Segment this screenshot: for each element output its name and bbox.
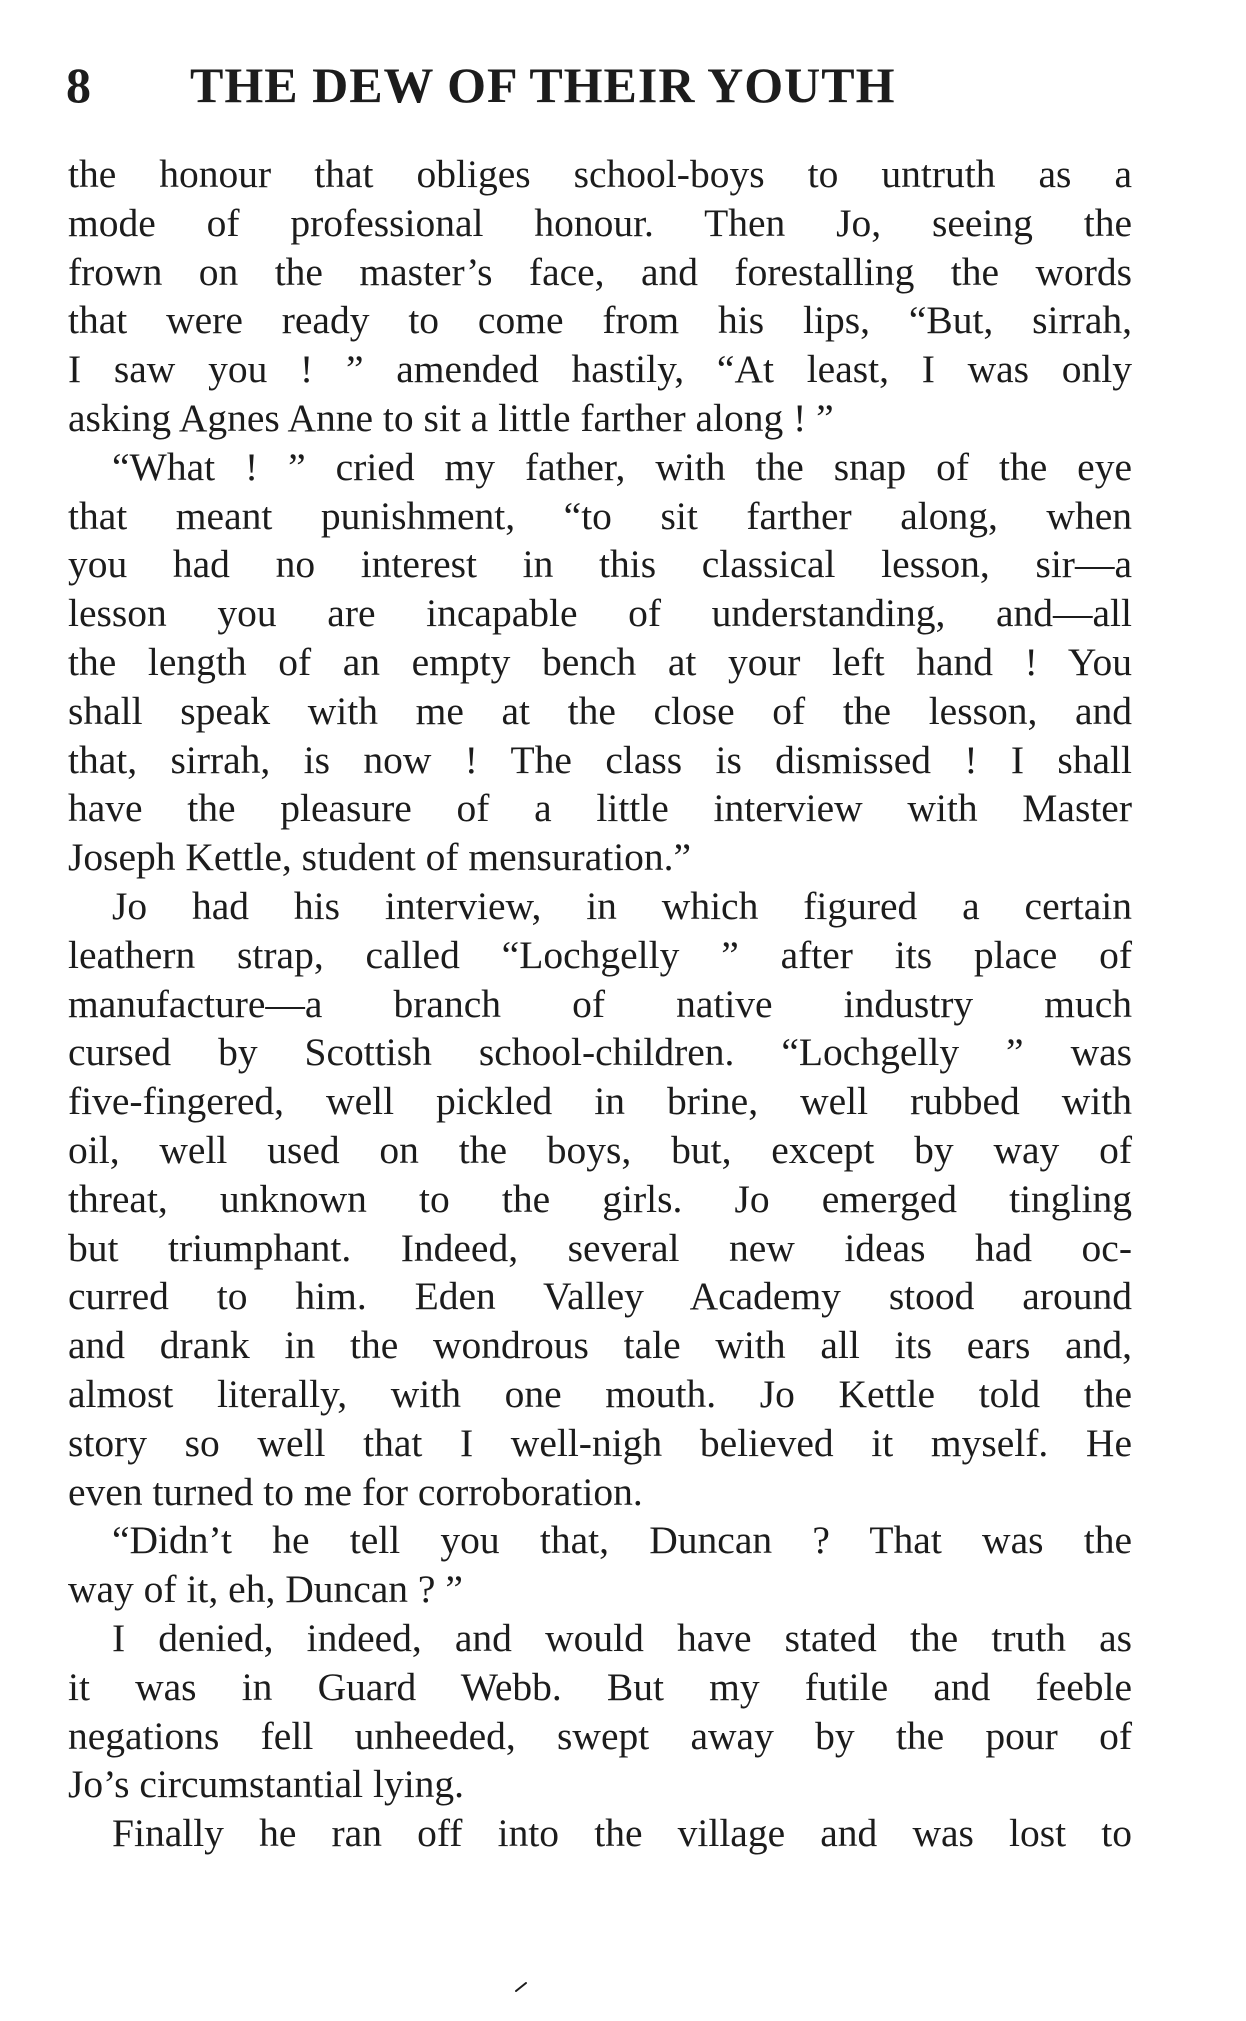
text-line: frown on the master’s face, and forestalling the words: [68, 249, 1132, 294]
text-line: that meant punishment, “to sit farther along, when: [68, 493, 1132, 538]
text-line: negations fell unheeded, swept away by the pour of: [68, 1713, 1132, 1758]
text-line: even turned to me for corroboration.: [68, 1469, 643, 1514]
page-header: [66, 50, 1146, 120]
text-line: mode of professional honour. Then Jo, seeing the: [68, 200, 1132, 245]
text-line: I denied, indeed, and would have stated the truth as: [112, 1615, 1132, 1660]
stray-ink-mark: [512, 1975, 534, 1997]
text-line: shall speak with me at the close of the lesson, and: [68, 688, 1132, 733]
text-line: Joseph Kettle, student of mensuration.”: [68, 835, 692, 880]
text-line: manufacture—a branch of native industry much: [68, 981, 1132, 1026]
running-title: THE DEW OF THEIR YOUTH: [190, 57, 896, 113]
text-line: Finally he ran off into the village and was lost to: [112, 1811, 1132, 1856]
text-line: the honour that obliges school-boys to untruth as a: [68, 152, 1132, 196]
text-line: but triumphant. Indeed, several new ideas had oc-: [68, 1225, 1132, 1270]
text-line: it was in Guard Webb. But my futile and feeble: [68, 1664, 1132, 1709]
text-line: leathern strap, called “Lochgelly ” after its place of: [68, 932, 1132, 977]
text-line: that were ready to come from his lips, “But, sirrah,: [68, 298, 1132, 343]
text-line: way of it, eh, Duncan ? ”: [68, 1567, 463, 1612]
text-line: the length of an empty bench at your left hand ! You: [68, 639, 1132, 684]
text-line: you had no interest in this classical lesson, sir—a: [68, 542, 1132, 587]
text-line: Jo’s circumstantial lying.: [68, 1762, 465, 1807]
text-line: story so well that I well-nigh believed it myself. He: [68, 1420, 1132, 1465]
text-line: that, sirrah, is now ! The class is dismissed ! I shall: [68, 737, 1132, 782]
body-text: [68, 150, 1132, 1858]
text-line: “What ! ” cried my father, with the snap of the eye: [112, 444, 1132, 489]
text-line: almost literally, with one mouth. Jo Kettle told the: [68, 1371, 1132, 1416]
text-line: oil, well used on the boys, but, except by way of: [68, 1127, 1132, 1172]
text-line: have the pleasure of a little interview with Master: [68, 786, 1132, 831]
text-line: cursed by Scottish school-children. “Lochgelly ” was: [68, 1030, 1132, 1075]
text-line: lesson you are incapable of understanding, and—all: [68, 591, 1132, 636]
text-line: five-fingered, well pickled in brine, well rubbed with: [68, 1079, 1132, 1124]
text-line: “Didn’t he tell you that, Duncan ? That was the: [112, 1518, 1132, 1563]
page-number: 8: [66, 57, 92, 113]
text-line: asking Agnes Anne to sit a little farther along ! ”: [68, 395, 834, 440]
text-line: threat, unknown to the girls. Jo emerged tingling: [68, 1176, 1132, 1221]
text-line: and drank in the wondrous tale with all its ears and,: [68, 1323, 1132, 1368]
text-line: I saw you ! ” amended hastily, “At least, I was only: [68, 347, 1132, 392]
text-line: Jo had his interview, in which figured a certain: [112, 883, 1132, 928]
text-line: curred to him. Eden Valley Academy stood around: [68, 1274, 1132, 1319]
